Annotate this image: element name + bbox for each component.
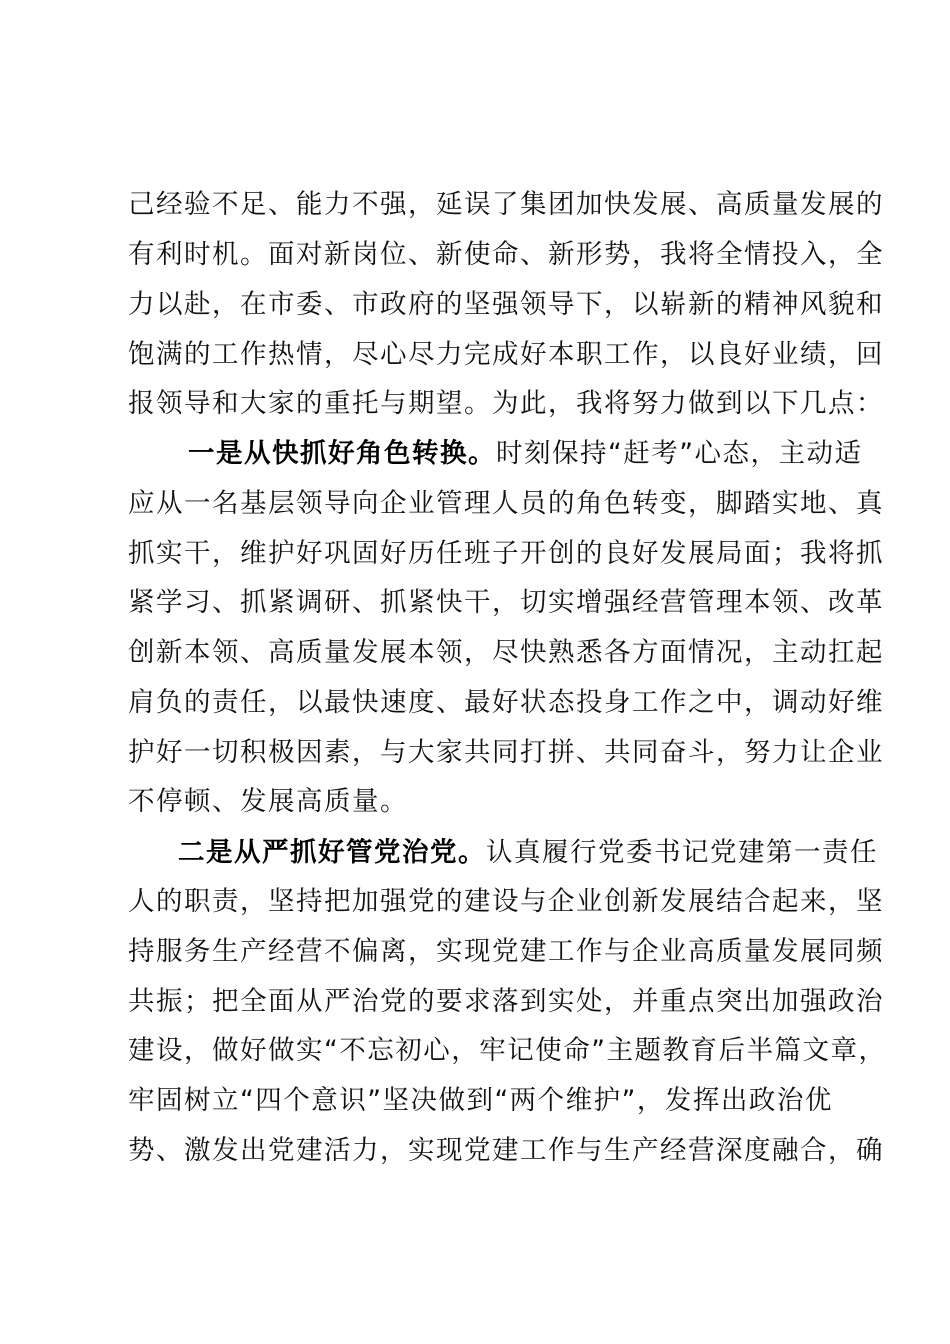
body-text-line: 势、激发出党建活力，实现党建工作与生产经营深度融合，确 xyxy=(128,1135,884,1166)
body-text-line: 创新本领、高质量发展本领，尽快熟悉各方面情况，主动扛起 xyxy=(128,637,884,668)
point-two-first-line-text: 认真履行党委书记党建第一责任 xyxy=(486,837,878,868)
point-two-first-line xyxy=(178,830,878,876)
body-text-line: 紧学习、抓紧调研、抓紧快干，切实增强经营管理本领、改革 xyxy=(128,587,884,618)
body-text-line: 共振；把全面从严治党的要求落到实处，并重点突出加强政治 xyxy=(128,986,884,1017)
body-text-line: 应从一名基层领导向企业管理人员的角色转变，脚踏实地、真 xyxy=(128,488,884,519)
body-text-line: 己经验不足、能力不强，延误了集团加快发展、高质量发展的 xyxy=(128,189,884,220)
point-one-heading: 一是从快抓好角色转换。 xyxy=(188,438,496,469)
body-text-line: 报领导和大家的重托与期望。为此，我将努力做到以下几点： xyxy=(128,388,884,419)
body-text-line: 肩负的责任，以最快速度、最好状态投身工作之中，调动好维 xyxy=(128,687,884,718)
body-text-line: 人的职责，坚持把加强党的建设与企业创新发展结合起来，坚 xyxy=(128,886,884,917)
body-text-line: 建设，做好做实“不忘初心，牢记使命”主题教育后半篇文章， xyxy=(128,1035,887,1066)
body-text-line: 牢固树立“四个意识”坚决做到“两个维护”，发挥出政治优 xyxy=(128,1085,833,1116)
point-one-first-line xyxy=(188,431,888,477)
body-text-line: 力以赴，在市委、市政府的坚强领导下，以崭新的精神风貌和 xyxy=(128,289,884,320)
body-text-line: 饱满的工作热情，尽心尽力完成好本职工作，以良好业绩，回 xyxy=(128,339,884,370)
point-one-first-line-text: 时刻保持“赶考”心态，主动适 xyxy=(496,438,863,469)
point-two-heading: 二是从严抓好管党治党。 xyxy=(178,837,486,868)
body-text-line: 抓实干，维护好巩固好历任班子开创的良好发展局面；我将抓 xyxy=(128,538,884,569)
body-text-line: 护好一切积极因素，与大家共同打拼、共同奋斗，努力让企业 xyxy=(128,737,884,768)
body-text-line: 不停顿、发展高质量。 xyxy=(128,786,408,817)
body-text-line: 有利时机。面对新岗位、新使命、新形势，我将全情投入，全 xyxy=(128,239,884,270)
body-text-line: 持服务生产经营不偏离，实现党建工作与企业高质量发展同频 xyxy=(128,936,884,967)
